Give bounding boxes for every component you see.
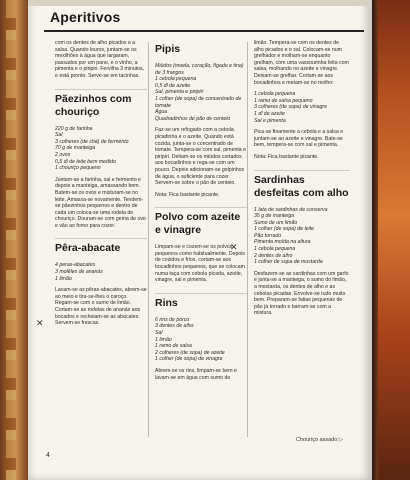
continued-text: com os dentes de alho picados e a salsa. Quando louros, juntam-se os mexilhões à água que largaram, passados por um pano, e o vinho, a pimenta e o piripiri. Fervilha 3 minutos, e está pronto. Serve-se em tacinhas. bbox=[55, 40, 145, 79]
cookbook-page bbox=[28, 0, 372, 480]
recipe-method: Limpam-se e cozem-se os polvos pequenos como habitualmente. Depois de cozidos e frios, cortam-se aos bocadinhos pequenos, que se colocam numa taça com cebola picada, azeite, vinagre, sal e pimenta. bbox=[155, 244, 245, 284]
ingredient-list bbox=[155, 317, 247, 363]
ingredient: 3 molêles de ananás bbox=[55, 269, 103, 276]
ingredient: 1 cebola pequena bbox=[254, 246, 296, 253]
ingredient: Quadradinhos de pão de centeio bbox=[155, 115, 231, 122]
ingredient: 1 lata de sardinhas de conserva bbox=[254, 206, 328, 213]
continued-text: limão. Tempera-se com os dentes de alho picados e o sal. Colocam-se num grelhador e molham-se enquanto grelham, com uma vassourinha feita com salsa, molhando no azeite e vinagre. Deixam-se grelhar. Cortam-se aos bocadinhos e metam-se no molho: bbox=[254, 40, 349, 86]
ingredient: 1 colher (de sopa) de concentrado de tomate bbox=[155, 95, 242, 109]
page-number: 4 bbox=[46, 452, 50, 459]
header-rule bbox=[44, 30, 364, 32]
ingredient: Sal e pimenta bbox=[254, 117, 286, 124]
ingredient: Sumo de um limão bbox=[254, 219, 298, 226]
ingredient: 35 g de manteiga bbox=[254, 213, 295, 220]
ingredient: 1 ramo de salsa pequeno bbox=[254, 97, 313, 104]
ingredient: 1 limão bbox=[55, 275, 72, 282]
ingredient: 220 g de farinha bbox=[55, 125, 93, 132]
ingredient: 1 cebola pequena bbox=[254, 91, 296, 98]
ingredient: Sal bbox=[155, 330, 163, 337]
column-3 bbox=[254, 40, 350, 322]
ingredient: 2 colheres (de sopa) de azeite bbox=[155, 349, 225, 356]
recipe-method: Faz-se um refogado com a cebola picadinha e o azeite. Quando está cozida, junta-se o concentrado de tomate. Tempera-se com sal, pimenta e piripiri. Deitam-se os miúdos cortados aos bocadinhos e rega-se com um pouco. Depois adicionam-se golpinhos de água, o suficiente para cozer. Servem-se sobre o pão de centeio. bbox=[155, 127, 247, 187]
ingredient: 3 colheres (de chá) de fermento bbox=[55, 138, 129, 145]
ingredient: Água bbox=[155, 109, 168, 116]
pencil-check-mark: ✕ bbox=[230, 242, 238, 252]
ingredient: 3 dentes de alho bbox=[155, 323, 194, 330]
recipe-method: Abrem-se os rins, limpam-se bem e lavam-se em água com sumo de bbox=[155, 368, 237, 381]
book-right-edge bbox=[372, 0, 410, 480]
ingredient: 2 dentes de alho bbox=[254, 252, 293, 259]
ingredient: 4 peras-abacates bbox=[55, 262, 96, 269]
book-left-edge bbox=[0, 0, 28, 480]
ingredient: 3 colheres (de sopa) de vinagre bbox=[254, 104, 327, 111]
recipe-title-rins: Rins bbox=[155, 293, 247, 310]
ingredient: Pão torrado bbox=[254, 232, 282, 239]
recipe-note: Nota: Fica bastante picante. bbox=[155, 191, 220, 198]
recipe-title-pipis: Pipis bbox=[155, 43, 181, 55]
column-2 bbox=[155, 40, 247, 386]
next-page-hint: Chouriço assado ▷ bbox=[296, 437, 344, 443]
ingredient: 0,5 dl de leite bem medido bbox=[55, 158, 116, 165]
section-title: Aperitivos bbox=[50, 9, 121, 25]
page-fold bbox=[372, 0, 378, 480]
ingredient: 1 ramo de salsa bbox=[155, 343, 192, 350]
recipe-note: Nota: Fica bastante picante. bbox=[254, 153, 319, 160]
column-divider bbox=[247, 42, 248, 437]
ingredient: 1 colher de sopa de mostarda bbox=[254, 259, 323, 266]
ingredient: Miúdos (moela, coração, fígado e tina) de 3 frangos bbox=[155, 63, 244, 76]
ingredient: Sal, pimenta e piripiri bbox=[155, 89, 204, 96]
column-divider bbox=[148, 42, 149, 437]
recipe-method: Juntam-se a farinha, sal e fermento e depois a manteiga, amassando bem. Batem-se os ovos e misturam-se no leite. Amassa-se novamente. Tendem-se pãezinhos pequenos e dentro de cada um coloca-se uma rodela de chouriço. Douram-se com gema de ovo e vão ao forno para cozer. bbox=[55, 176, 146, 229]
ingredient-list bbox=[254, 91, 350, 124]
ingredient-list bbox=[55, 262, 147, 282]
binding-strip bbox=[6, 0, 16, 480]
ingredient: 0,5 dl de azeite bbox=[155, 82, 191, 89]
ingredient: 1 dl de azeite bbox=[254, 110, 285, 117]
ingredient: 1 chouriço pequeno bbox=[55, 165, 101, 172]
pencil-check-mark: ✕ bbox=[36, 318, 44, 328]
recipe-title-pera-abacate: Pêra-abacate bbox=[55, 238, 147, 255]
ingredient: Sal bbox=[55, 132, 63, 139]
recipe-method: Lavam-se as pêras-abacates, abrem-se ao meio e tira-se-lhes o caroço. Regam-se com o sumo de limão. Cortam-se as rodelas de ananás aos bocados e recheiam-se as abacates. Servem-se frescas. bbox=[55, 287, 147, 327]
ingredient: 1 colher (de sopa) de leite bbox=[254, 226, 314, 233]
ingredient: 1 colher (de sopa) de vinagre bbox=[155, 356, 223, 363]
top-margin bbox=[28, 0, 372, 6]
ingredient-list bbox=[55, 126, 147, 172]
ingredient-list bbox=[155, 63, 247, 122]
ingredient-list bbox=[254, 207, 350, 266]
recipe-title-paezinhos: Pãezinhos com chouriço bbox=[55, 89, 147, 119]
ingredient: 2 ovos bbox=[55, 151, 71, 158]
ingredient: 1 limão bbox=[155, 336, 172, 343]
ingredient: 70 g de manteiga bbox=[55, 145, 96, 152]
recipe-title-polvo: Polvo com azeite e vinagre bbox=[155, 207, 247, 237]
recipe-title-sardinhas: Sardinhas desfeitas com alho bbox=[254, 170, 350, 200]
column-1 bbox=[55, 40, 147, 332]
ingredient: 1 cebola pequena bbox=[155, 76, 197, 83]
ingredient: Pimenta moída na altura bbox=[254, 239, 311, 246]
recipe-method: Pica-se finamente a cebola e a salsa e juntam-se ao azeite e vinagre. Bate-se bem, tempera-se com sal e pimenta. bbox=[254, 129, 344, 149]
recipe-method: Desfazem-se as sardinhas com um garfo e junta-se a manteiga, o sumo do limão, a mostarda, os dentes de alho e as cebolas picadas. Envolve-se tudo muito bem. Preparam-se fatias pequenas de pão já torrado e barram-se com a mistura. bbox=[254, 270, 349, 317]
ingredient: 6 rins de porco bbox=[155, 316, 190, 323]
